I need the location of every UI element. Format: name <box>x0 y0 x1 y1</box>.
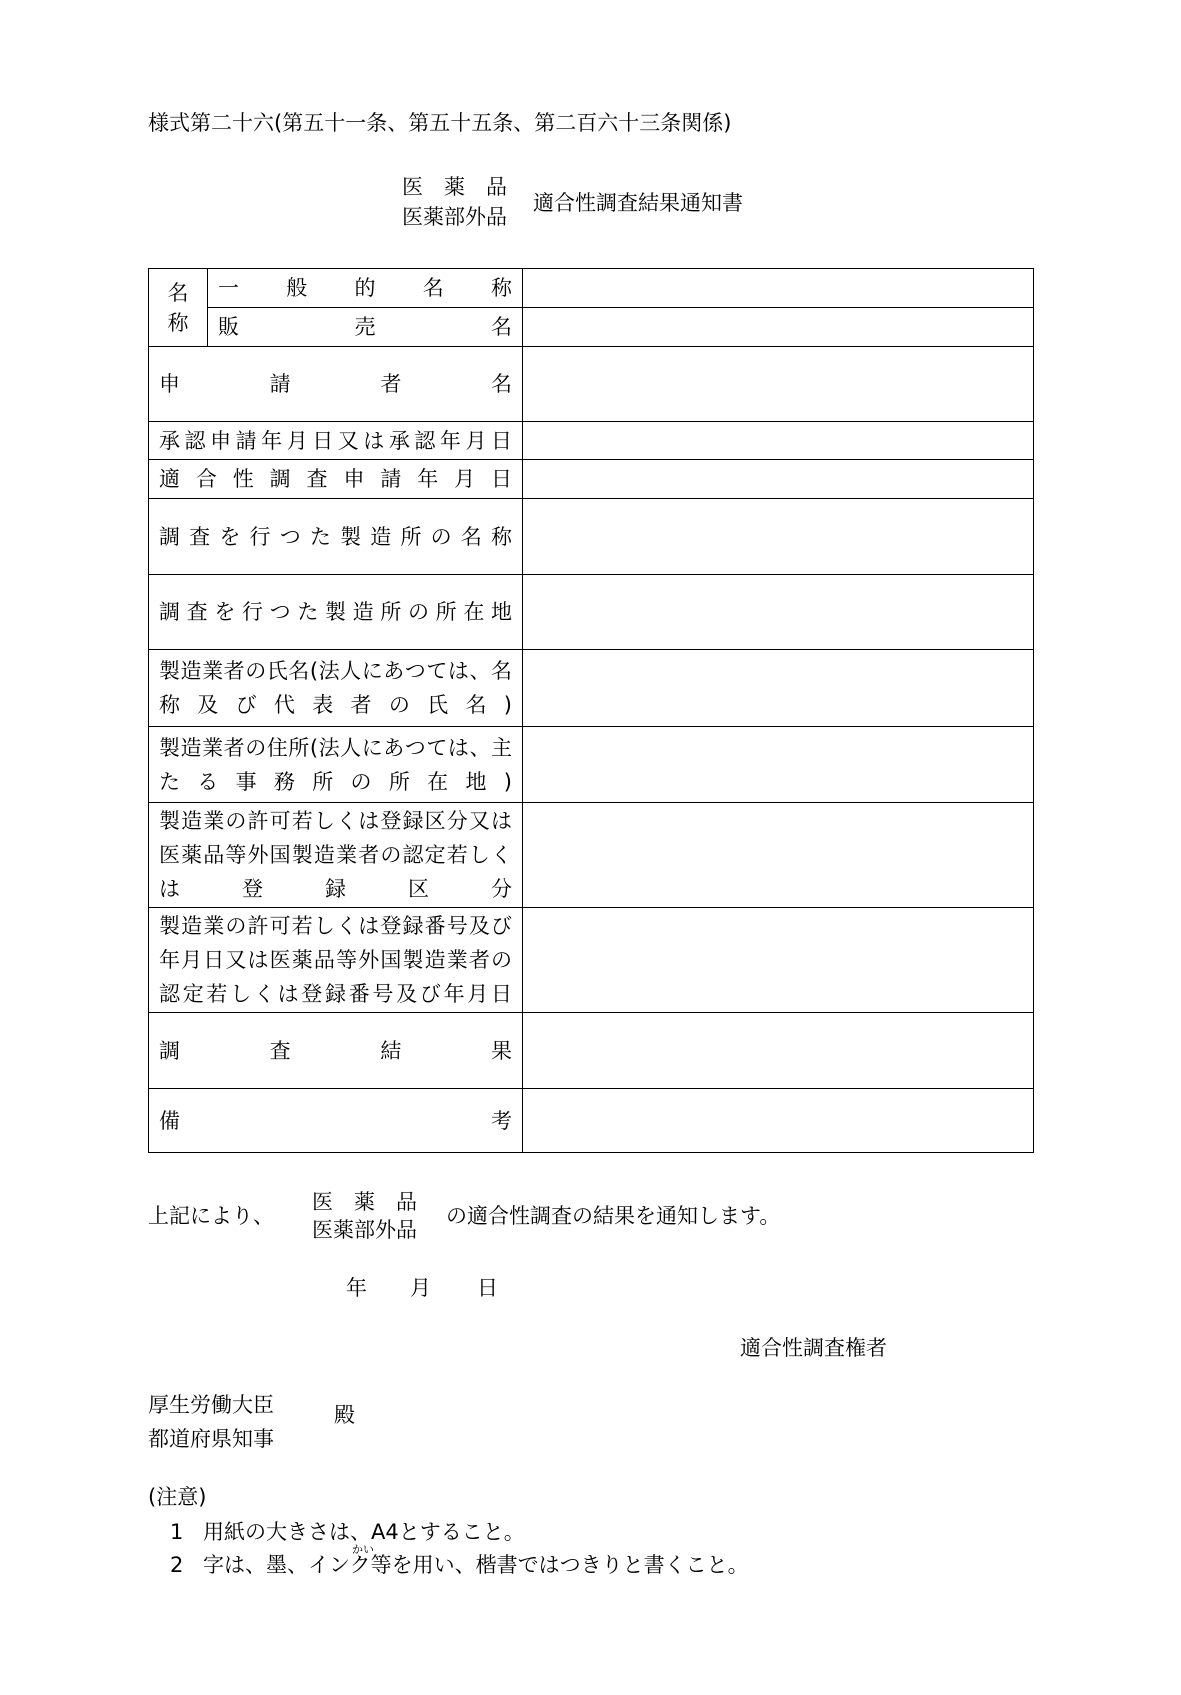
form-number: 様式第二十六(第五十一条、第五十五条、第二百六十三条関係) <box>148 111 732 135</box>
table-row <box>149 650 1034 727</box>
license-category-field[interactable] <box>523 803 1034 908</box>
row-label: 販売名 <box>208 308 523 347</box>
date-year: 年 <box>346 1276 367 1300</box>
title-option-quasi-drug: 医薬部外品 <box>402 205 507 229</box>
table-row <box>149 803 1034 908</box>
note-ruby: かい <box>352 1543 374 1556</box>
license-number-field[interactable] <box>523 908 1034 1013</box>
note-number: 1 <box>170 1520 184 1544</box>
facility-address-field[interactable] <box>523 575 1034 650</box>
footer-option-quasi-drug: 医薬部外品 <box>312 1218 417 1242</box>
note-text: 用紙の大きさは、A4とすること。 <box>203 1520 525 1544</box>
addressee-governor: 都道府県知事 <box>148 1427 274 1451</box>
authority-label: 適合性調査権者 <box>740 1336 887 1360</box>
brand-name-field[interactable] <box>523 308 1034 347</box>
notes-heading: (注意) <box>148 1485 207 1509</box>
row-label: 調査を行つた製造所の所在地 <box>149 575 523 650</box>
table-row <box>149 460 1034 499</box>
document-title: 適合性調査結果通知書 <box>533 191 743 215</box>
row-label: 製造業の許可若しくは登録番号及び年月日又は医薬品等外国製造業者の認定若しくは登録番号及び年月日 <box>149 908 523 1013</box>
table-row <box>149 575 1034 650</box>
footer-intro: 上記により、 <box>148 1204 274 1228</box>
table-row <box>149 308 1034 347</box>
table-row <box>149 727 1034 803</box>
inspection-result-field[interactable] <box>523 1013 1034 1089</box>
row-label: 承認申請年月日又は承認年月日 <box>149 422 523 460</box>
date-month: 月 <box>410 1276 431 1300</box>
footer-statement: の適合性調査の結果を通知します。 <box>446 1204 781 1228</box>
honorific: 殿 <box>334 1403 355 1427</box>
remarks-field[interactable] <box>523 1089 1034 1153</box>
date-day: 日 <box>477 1276 498 1300</box>
table-row <box>149 1013 1034 1089</box>
row-label: 調査結果 <box>149 1013 523 1089</box>
row-label: 適合性調査申請年月日 <box>149 460 523 499</box>
inspection-application-date-field[interactable] <box>523 460 1034 499</box>
addressee-minister: 厚生労働大臣 <box>148 1393 274 1417</box>
note-text: 字は、墨、インク等を用い、楷書ではつきりと書くこと。 <box>203 1553 749 1577</box>
row-label: 調査を行つた製造所の名称 <box>149 499 523 575</box>
row-label: 製造業者の氏名(法人にあつては、名称及び代表者の氏名) <box>149 650 523 727</box>
table-row <box>149 908 1034 1013</box>
note-number: 2 <box>170 1553 184 1577</box>
applicant-name-field[interactable] <box>523 347 1034 422</box>
row-label: 備考 <box>149 1089 523 1153</box>
table-row <box>149 269 1034 308</box>
row-label: 製造業者の住所(法人にあつては、主たる事務所の所在地) <box>149 727 523 803</box>
row-label: 製造業の許可若しくは登録区分又は医薬品等外国製造業者の認定若しくは登録区分 <box>149 803 523 908</box>
title-option-pharmaceutical: 医 薬 品 <box>402 175 507 199</box>
table-row <box>149 422 1034 460</box>
footer-option-pharmaceutical: 医 薬 品 <box>312 1190 417 1214</box>
row-label: 申請者名 <box>149 347 523 422</box>
facility-name-field[interactable] <box>523 499 1034 575</box>
manufacturer-address-field[interactable] <box>523 727 1034 803</box>
manufacturer-name-field[interactable] <box>523 650 1034 727</box>
table-row <box>149 1089 1034 1153</box>
form-table <box>148 268 1034 1153</box>
general-name-field[interactable] <box>523 269 1034 308</box>
approval-date-field[interactable] <box>523 422 1034 460</box>
table-row <box>149 347 1034 422</box>
row-label: 一般的名称 <box>208 269 523 308</box>
name-group-label: 名称 <box>149 269 208 347</box>
table-row <box>149 499 1034 575</box>
